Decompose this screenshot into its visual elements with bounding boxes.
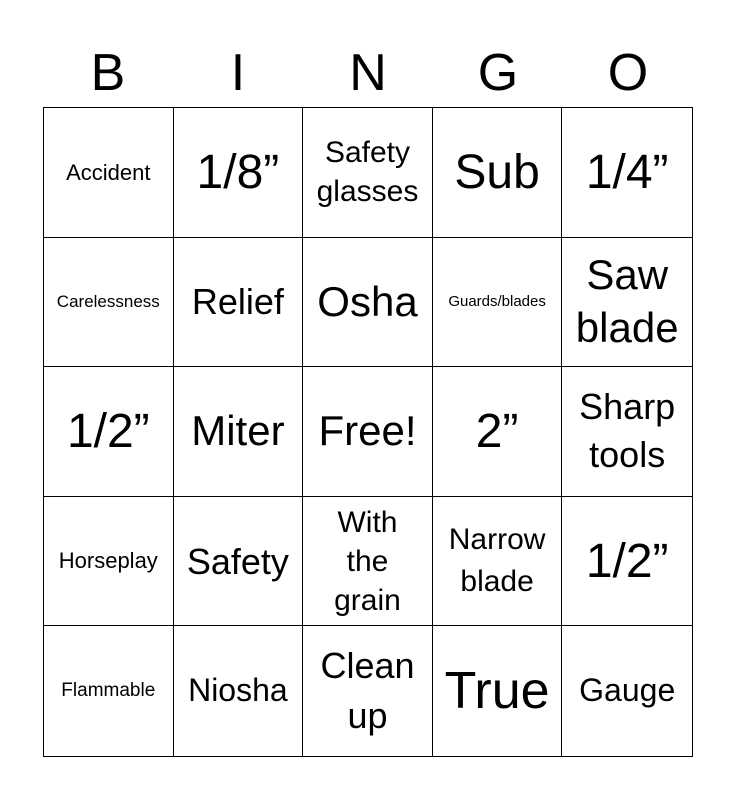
- bingo-cell[interactable]: [44, 367, 174, 497]
- bingo-cell[interactable]: [562, 367, 692, 497]
- header-letter-n: N: [349, 44, 387, 102]
- cell-text: Gauge: [579, 672, 676, 709]
- cell-text: Accident: [66, 159, 151, 185]
- bingo-cell[interactable]: [174, 108, 304, 238]
- cell-text: Narrow blade: [448, 523, 546, 599]
- bingo-cell[interactable]: [562, 238, 692, 368]
- cell-text: Sharp tools: [579, 385, 676, 476]
- bingo-cell[interactable]: [44, 108, 174, 238]
- bingo-cell[interactable]: [174, 626, 304, 756]
- cell-text: Horseplay: [58, 548, 158, 574]
- cell-text: 1/4”: [585, 145, 669, 199]
- cell-text: Miter: [191, 407, 285, 455]
- bingo-cell[interactable]: [303, 497, 433, 627]
- cell-text: Safety glasses: [316, 136, 419, 209]
- cell-text: 1/2”: [585, 534, 669, 588]
- cell-text: Clean up: [320, 644, 415, 737]
- bingo-cell[interactable]: [562, 108, 692, 238]
- bingo-cell[interactable]: [44, 626, 174, 756]
- free-space-cell[interactable]: [303, 367, 433, 497]
- cell-text: Saw blade: [575, 251, 679, 351]
- bingo-cell[interactable]: [44, 497, 174, 627]
- bingo-cell[interactable]: [44, 238, 174, 368]
- cell-text: Relief: [191, 281, 284, 323]
- bingo-board: [43, 107, 693, 757]
- header-letter-b: B: [90, 44, 126, 102]
- header-letter-i: I: [230, 44, 246, 102]
- bingo-cell[interactable]: [174, 497, 304, 627]
- cell-text: Osha: [317, 277, 418, 325]
- bingo-cell[interactable]: [433, 367, 563, 497]
- cell-text: 2”: [475, 404, 519, 458]
- bingo-header: [43, 40, 693, 106]
- cell-text: Carelessness: [56, 292, 160, 312]
- bingo-cell[interactable]: [433, 108, 563, 238]
- bingo-cell[interactable]: [303, 108, 433, 238]
- bingo-cell[interactable]: [174, 238, 304, 368]
- cell-text: With the grain: [334, 505, 401, 617]
- header-letter-g: G: [477, 44, 519, 102]
- cell-text: Safety: [186, 540, 289, 582]
- bingo-cell[interactable]: [433, 626, 563, 756]
- cell-text: True: [444, 661, 550, 720]
- cell-text: Sub: [454, 145, 540, 199]
- bingo-cell[interactable]: [433, 497, 563, 627]
- cell-text: Flammable: [61, 680, 156, 702]
- cell-text: Niosha: [188, 672, 288, 709]
- bingo-cell[interactable]: [174, 367, 304, 497]
- bingo-cell[interactable]: [562, 497, 692, 627]
- cell-text: Guards/blades: [448, 293, 546, 311]
- bingo-cell[interactable]: [303, 626, 433, 756]
- bingo-cell[interactable]: [433, 238, 563, 368]
- bingo-cell[interactable]: [303, 238, 433, 368]
- bingo-cell[interactable]: [562, 626, 692, 756]
- cell-text: 1/2”: [66, 404, 150, 458]
- header-letter-o: O: [607, 44, 649, 102]
- cell-text: 1/8”: [196, 145, 280, 199]
- free-space-text: Free!: [318, 407, 417, 455]
